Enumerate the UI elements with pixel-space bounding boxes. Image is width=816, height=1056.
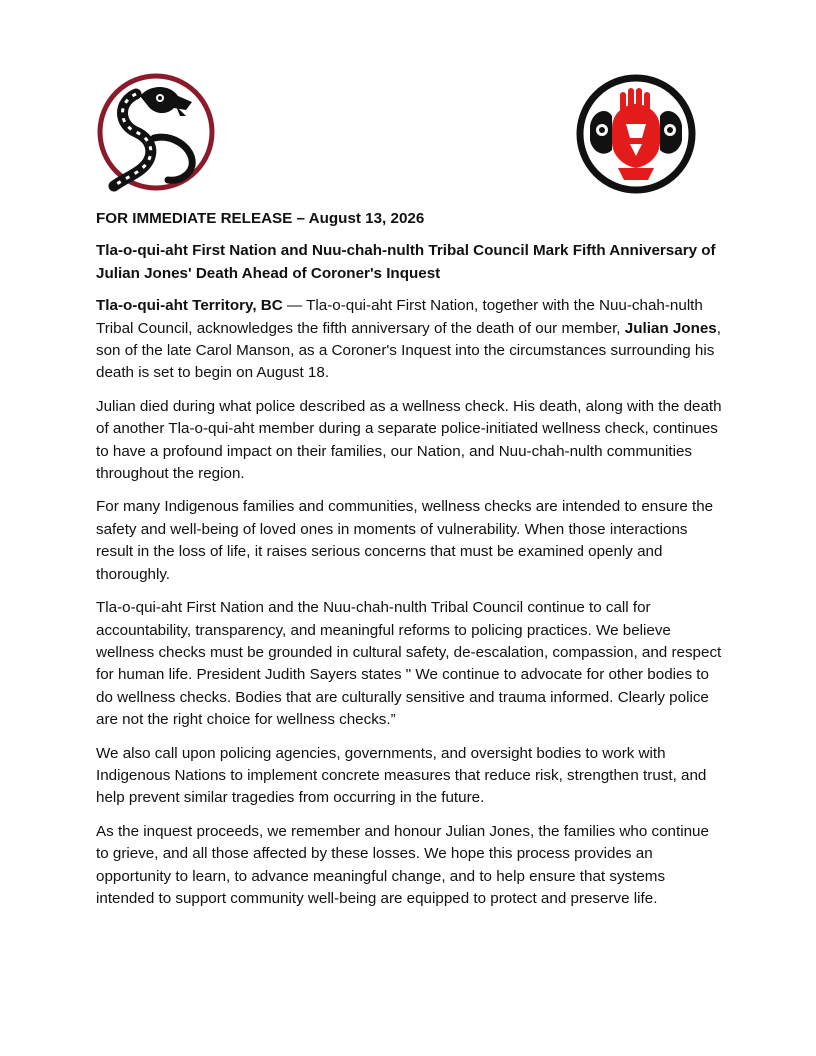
- paragraph-5: We also call upon policing agencies, governments, and oversight bodies to work with Indigenous Nations to implement concrete measures that reduce risk, strengthen trust, and help prevent similar tragedies from occurring in the future.: [96, 744, 707, 807]
- person-name: Julian Jones: [624, 319, 717, 337]
- paragraph-1-text-b: , son of the late Carol Manson, as a Coroner's Inquest into the circumstances surrounding his death is set to begin on August 18.: [96, 319, 721, 382]
- paragraph-3: For many Indigenous families and communities, wellness checks are intended to ensure the safety and well-being of loved ones in moments of vulnerability. When those interactions result in the loss of life, it raises serious concerns that must be examined openly and thoroughly.: [96, 498, 714, 583]
- paragraph-1: [96, 295, 722, 385]
- paragraph-4: Tla-o-qui-aht First Nation and the Nuu-chah-nulth Tribal Council continue to call for accountability, transparency, and meaningful reforms to policing practices. We believe wellness checks must be grounded in cultural safety, de-escalation, compassion, and respect for human life. President Judith Sayers states " We continue to advocate for other bodies to do wellness checks. Bodies that are culturally sensitive and trauma informed. Clearly police are not the right choice for wellness checks.”: [96, 599, 722, 729]
- tla-o-qui-aht-serpent-logo-icon: [96, 72, 220, 196]
- headline: Tla-o-qui-aht First Nation and Nuu-chah-nulth Tribal Council Mark Fifth Anniversary of Julian Jones' Death Ahead of Coroner's Inquest: [96, 242, 716, 282]
- paragraph-6: As the inquest proceeds, we remember and honour Julian Jones, the families who continue to grieve, and all those affected by these losses. We hope this process provides an opportunity to learn, to advance meaningful change, and to help ensure that systems intended to support community well-being are equipped to protect and preserve life.: [96, 822, 709, 907]
- press-release-body: [96, 208, 722, 921]
- dateline: Tla-o-qui-aht Territory, BC: [96, 297, 283, 315]
- paragraph-2: Julian died during what police described as a wellness check. His death, along with the death of another Tla-o-qui-aht member during a separate police-initiated wellness check, continues to have a profound impact on their families, our Nation, and Nuu-chah-nulth communities throughout the region.: [96, 397, 722, 483]
- release-line: FOR IMMEDIATE RELEASE – August 13, 2026: [96, 210, 425, 227]
- nuu-chah-nulth-tribal-council-logo-icon: [574, 72, 698, 196]
- paragraph-1-text-a: — Tla-o-qui-aht First Nation, together with the Nuu-chah-nulth Tribal Council, acknowledges the fifth anniversary of the death of our member,: [96, 297, 703, 337]
